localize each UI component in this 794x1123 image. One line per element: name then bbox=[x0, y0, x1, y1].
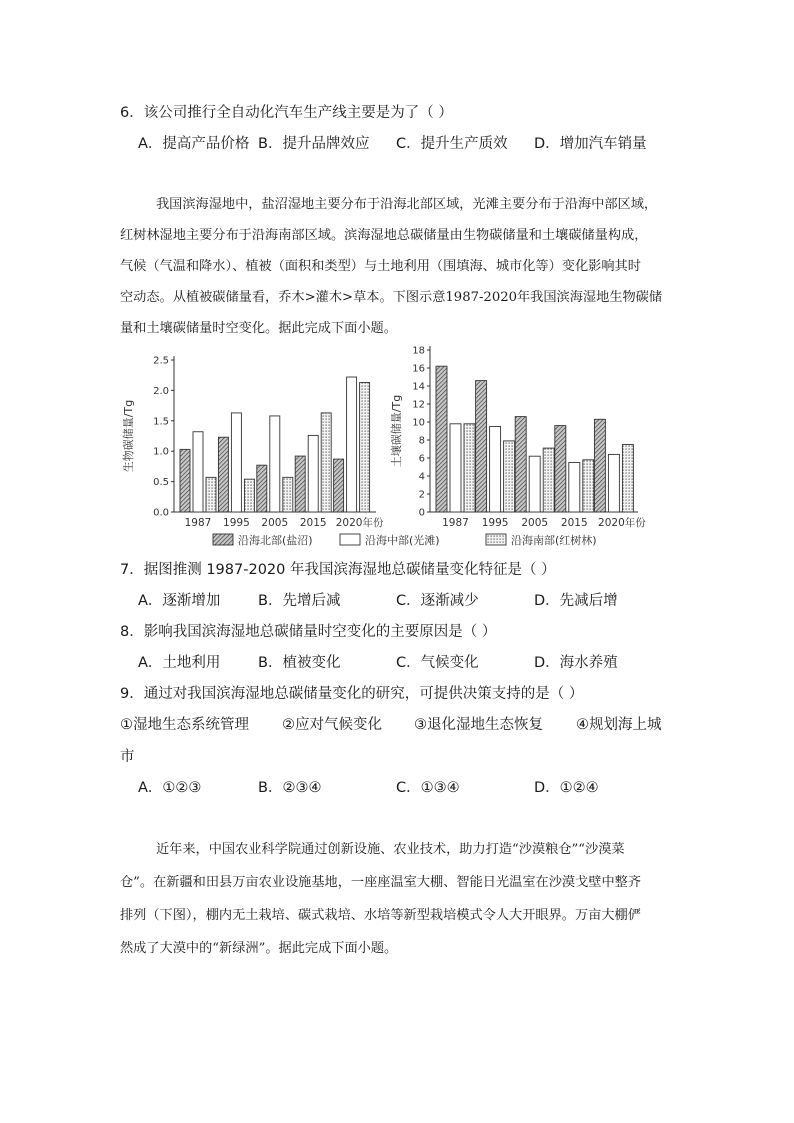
y-tick-label: 14 bbox=[412, 381, 425, 393]
q8-option-d: D．海水养殖 bbox=[534, 655, 618, 671]
bar-south-2020 bbox=[360, 382, 370, 512]
y-tick-label: 8 bbox=[418, 435, 425, 447]
q9-option-d: D．①②④ bbox=[534, 780, 599, 796]
bar-south-1987 bbox=[206, 477, 216, 512]
y-axis-label: 生物碳储量/Tg bbox=[122, 399, 135, 473]
y-tick-label: 0 bbox=[418, 507, 425, 519]
q9-option-c: C．①③④ bbox=[396, 780, 460, 796]
soil-carbon-chart bbox=[389, 346, 646, 530]
biomass-carbon-chart bbox=[121, 356, 384, 530]
x-tick-label: 1995 bbox=[481, 517, 509, 529]
y-tick-label: 10 bbox=[412, 417, 425, 429]
bar-north-1995 bbox=[476, 381, 487, 512]
bar-central-2020 bbox=[347, 377, 357, 512]
bar-south-2005 bbox=[283, 477, 293, 512]
legend-label-central: 沿海中部(光滩) bbox=[365, 534, 440, 547]
y-tick-label: 2.0 bbox=[153, 385, 169, 397]
bar-north-1987 bbox=[436, 366, 447, 512]
q8-option-a: A．土地利用 bbox=[138, 655, 221, 671]
y-tick-label: 2.5 bbox=[153, 355, 169, 367]
bar-north-1987 bbox=[180, 449, 190, 512]
passage-line: 仓”。在新疆和田县万亩农业设施基地，一座座温室大棚、智能日光温室在沙漠戈壁中整齐 bbox=[120, 875, 642, 890]
y-tick-label: 1.5 bbox=[153, 416, 169, 428]
passage-line: 空动态。从植被碳储量看，乔木>灌木>草本。下图示意1987-2020年我国滨海湿地生物碳储 bbox=[120, 290, 663, 305]
y-tick-label: 2 bbox=[418, 489, 425, 501]
bar-central-2005 bbox=[529, 456, 540, 512]
y-tick-label: 6 bbox=[418, 453, 425, 465]
y-tick-label: 18 bbox=[412, 345, 425, 357]
q8-option-b: B．植被变化 bbox=[258, 655, 341, 671]
legend-swatch-central bbox=[340, 534, 360, 545]
bar-central-2015 bbox=[569, 463, 580, 513]
x-tick-label: 2005 bbox=[521, 517, 549, 529]
x-tick-label: 2015 bbox=[299, 517, 327, 529]
q9-item-3: ③退化湿地生态恢复 bbox=[414, 717, 543, 733]
x-tick-label: 1987 bbox=[184, 517, 212, 529]
bar-north-1995 bbox=[218, 437, 228, 512]
q7-stem: 7．据图推测 1987-2020 年我国滨海湿地总碳储量变化特征是（ ） bbox=[120, 562, 556, 578]
q7-option-a: A．逐渐增加 bbox=[138, 593, 221, 609]
carbon-storage-figure bbox=[118, 340, 678, 555]
passage-line: 量和土壤碳储量时空变化。据此完成下面小题。 bbox=[120, 321, 397, 336]
q8-stem: 8．影响我国滨海湿地总碳储量时空变化的主要原因是（ ） bbox=[120, 624, 497, 640]
x-tick-label: 1995 bbox=[223, 517, 250, 529]
q9-option-a: A．①②③ bbox=[138, 780, 202, 796]
q7-option-d: D．先减后增 bbox=[534, 593, 618, 609]
q6-option-d: D．增加汽车销量 bbox=[534, 136, 647, 152]
q9-option-b: B．②③④ bbox=[258, 780, 322, 796]
y-tick-label: 0.0 bbox=[153, 507, 169, 519]
bar-central-2005 bbox=[270, 416, 280, 512]
x-tick-label: 1987 bbox=[442, 517, 469, 529]
x-tick-label: 2015 bbox=[560, 517, 588, 529]
y-tick-label: 0.5 bbox=[153, 477, 169, 489]
q9-stem: 9．通过对我国滨海湿地总碳储量变化的研究，可提供决策支持的是（ ） bbox=[120, 686, 584, 702]
q7-option-c: C．逐渐减少 bbox=[396, 593, 479, 609]
bar-central-2020 bbox=[608, 454, 619, 512]
legend-swatch-south bbox=[486, 534, 506, 545]
q6-stem: 6．该公司推行全自动化汽车生产线主要是为了（ ） bbox=[120, 105, 453, 121]
bar-north-2015 bbox=[555, 426, 566, 512]
q9-item-4: ④规划海上城 bbox=[576, 717, 662, 733]
bar-south-1995 bbox=[244, 479, 254, 512]
q6-option-c: C．提升生产质效 bbox=[396, 136, 508, 152]
bar-north-2015 bbox=[295, 456, 305, 512]
y-tick-label: 12 bbox=[412, 399, 425, 411]
legend-swatch-north bbox=[213, 534, 233, 545]
passage-line: 然成了大漠中的“新绿洲”。据此完成下面小题。 bbox=[120, 941, 398, 956]
q6-option-b: B．提升品牌效应 bbox=[258, 136, 370, 152]
y-axis-label: 土壤碳储量/Tg bbox=[390, 394, 403, 468]
passage-line: 近年来，中国农业科学院通过创新设施、农业技术，助力打造“沙漠粮仓”“沙漠菜 bbox=[156, 842, 625, 857]
bar-south-2005 bbox=[543, 448, 554, 512]
legend-label-north: 沿海北部(盐沼) bbox=[238, 534, 313, 547]
bar-north-2020 bbox=[334, 459, 344, 512]
passage-line: 排列（下图），棚内无土栽培、碳式栽培、水培等新型栽培模式令人大开眼界。万亩大棚俨 bbox=[120, 908, 641, 923]
bar-central-1987 bbox=[450, 424, 461, 512]
x-tick-label: 2020年份 bbox=[598, 517, 646, 529]
bar-central-2015 bbox=[308, 435, 318, 512]
bar-south-1987 bbox=[464, 424, 475, 512]
passage-line: 红树林湿地主要分布于沿海南部区域。滨海湿地总碳储量由生物碳储量和土壤碳储量构成， bbox=[120, 228, 648, 243]
y-tick-label: 4 bbox=[418, 471, 425, 483]
bar-central-1995 bbox=[231, 413, 241, 512]
bar-south-2020 bbox=[622, 445, 633, 513]
q6-option-a: A．提高产品价格 bbox=[138, 136, 250, 152]
q8-option-c: C．气候变化 bbox=[396, 655, 479, 671]
q9-item-4-continued: 市 bbox=[120, 749, 135, 765]
bar-north-2005 bbox=[257, 465, 267, 512]
bar-south-1995 bbox=[504, 441, 515, 512]
bar-north-2005 bbox=[515, 417, 526, 512]
x-tick-label: 2020年份 bbox=[335, 517, 384, 529]
bar-north-2020 bbox=[594, 419, 605, 512]
bar-south-2015 bbox=[321, 413, 331, 512]
bar-south-2015 bbox=[583, 460, 594, 512]
x-tick-label: 2005 bbox=[261, 517, 289, 529]
q7-option-b: B．先增后减 bbox=[258, 593, 341, 609]
bar-central-1987 bbox=[193, 432, 203, 512]
q9-item-2: ②应对气候变化 bbox=[282, 717, 382, 733]
bar-central-1995 bbox=[490, 427, 501, 513]
q9-item-1: ①湿地生态系统管理 bbox=[120, 717, 249, 733]
y-tick-label: 1.0 bbox=[153, 446, 169, 458]
passage-line: 我国滨海湿地中，盐沼湿地主要分布于沿海北部区域，光滩主要分布于沿海中部区域， bbox=[156, 197, 658, 212]
y-tick-label: 16 bbox=[412, 363, 425, 375]
chart-legend bbox=[213, 533, 597, 547]
legend-label-south: 沿海南部(红树林) bbox=[511, 534, 597, 547]
passage-line: 气候（气温和降水）、植被（面积和类型）与土地利用（围填海、城市化等）变化影响其时 bbox=[120, 259, 641, 274]
